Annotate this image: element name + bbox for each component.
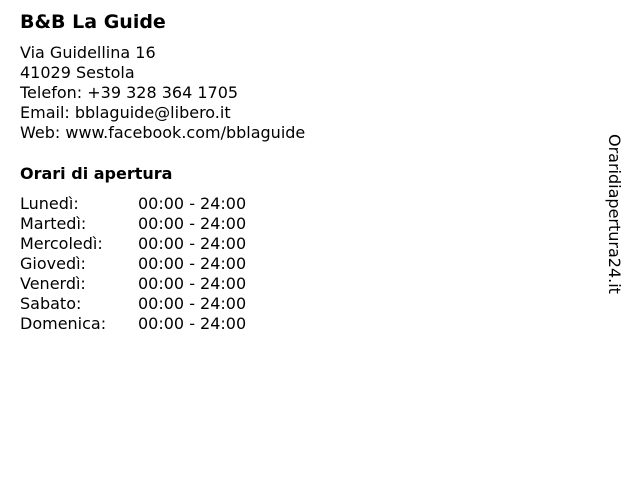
hours-row-thursday bbox=[20, 254, 280, 274]
time-range: 00:00 - 24:00 bbox=[138, 234, 247, 253]
web-line: Web: www.facebook.com/bblaguide bbox=[20, 123, 306, 142]
address-street: Via Guidellina 16 bbox=[20, 43, 156, 62]
address-block bbox=[20, 43, 305, 143]
day-label: Lunedì: bbox=[20, 194, 79, 213]
day-label: Giovedì: bbox=[20, 254, 86, 273]
time-range: 00:00 - 24:00 bbox=[138, 274, 247, 293]
day-label: Venerdì: bbox=[20, 274, 86, 293]
hours-row-monday bbox=[20, 194, 280, 214]
address-city: 41029 Sestola bbox=[20, 63, 135, 82]
day-label: Domenica: bbox=[20, 314, 107, 333]
time-range: 00:00 - 24:00 bbox=[138, 314, 247, 333]
time-range: 00:00 - 24:00 bbox=[138, 194, 247, 213]
phone-line: Telefon: +39 328 364 1705 bbox=[20, 83, 239, 102]
day-label: Sabato: bbox=[20, 294, 82, 313]
time-range: 00:00 - 24:00 bbox=[138, 254, 247, 273]
time-range: 00:00 - 24:00 bbox=[138, 294, 247, 313]
day-label: Mercoledì: bbox=[20, 234, 103, 253]
email-line: Email: bblaguide@libero.it bbox=[20, 103, 231, 122]
time-range: 00:00 - 24:00 bbox=[138, 214, 247, 233]
day-label: Martedì: bbox=[20, 214, 87, 233]
business-name: B&B La Guide bbox=[20, 11, 166, 33]
hours-table bbox=[20, 194, 280, 334]
hours-row-tuesday bbox=[20, 214, 280, 234]
hours-row-sunday bbox=[20, 314, 280, 334]
hours-row-saturday bbox=[20, 294, 280, 314]
site-watermark: Oraridiapertura24.it bbox=[605, 134, 624, 294]
hours-heading: Orari di apertura bbox=[20, 164, 173, 183]
hours-row-wednesday bbox=[20, 234, 280, 254]
hours-row-friday bbox=[20, 274, 280, 294]
